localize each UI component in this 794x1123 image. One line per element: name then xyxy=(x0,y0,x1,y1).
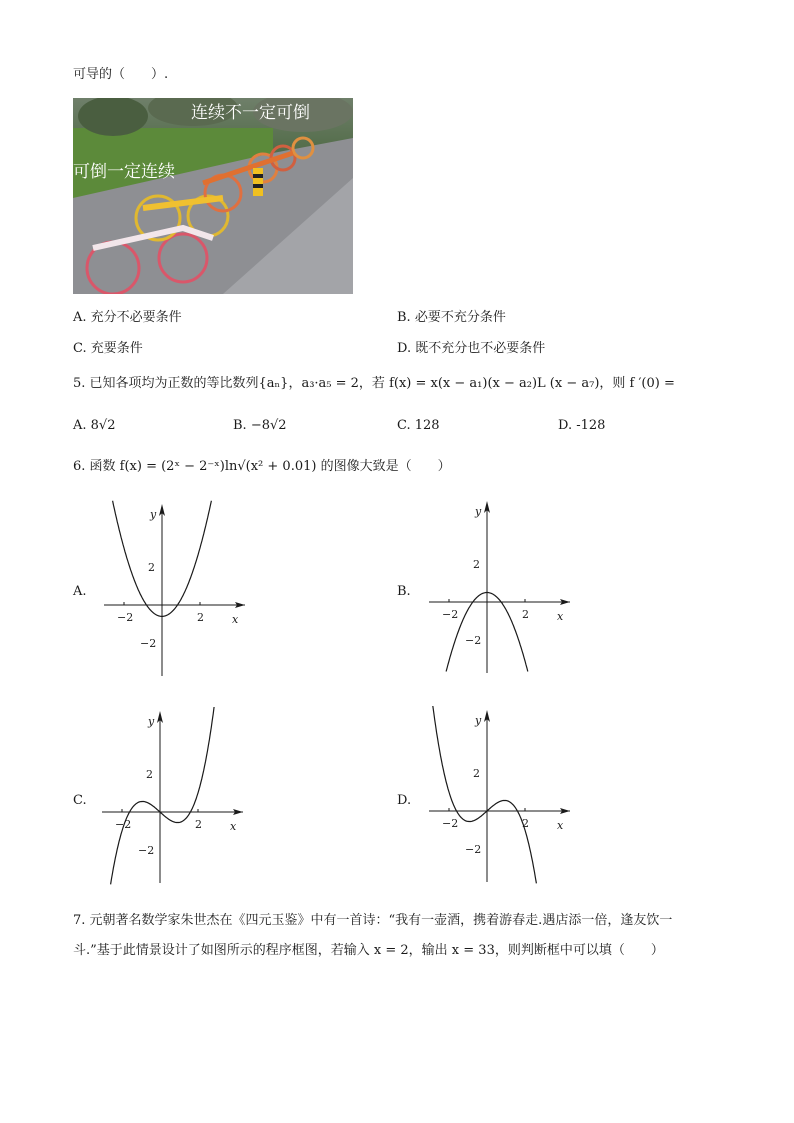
q5-option-a[interactable]: A. 8√2 xyxy=(73,418,116,433)
photo-caption-top: 连续不一定可倒 xyxy=(191,103,310,123)
q6-option-a-label[interactable]: A. xyxy=(73,584,87,599)
y-tick-label-neg2: −2 xyxy=(465,843,482,856)
y-tick-label-neg2: −2 xyxy=(140,637,157,650)
y-axis-label: y xyxy=(475,505,482,518)
y-tick-label-pos2: 2 xyxy=(473,767,480,780)
q5-option-d[interactable]: D. -128 xyxy=(558,418,606,433)
q6-graph-c[interactable] xyxy=(98,707,248,887)
q6-option-b-label[interactable]: B. xyxy=(397,584,411,599)
q5-option-c[interactable]: C. 128 xyxy=(397,418,440,433)
q4-option-d[interactable]: D. 既不充分也不必要条件 xyxy=(397,341,546,356)
function-curve xyxy=(111,707,215,884)
y-tick-label-neg2: −2 xyxy=(465,634,482,647)
y-tick-label-neg2: −2 xyxy=(138,844,155,857)
x-axis-label: x xyxy=(557,610,564,623)
q6-graph-d[interactable] xyxy=(425,706,575,886)
q4-tail-text: 可导的（ ）. xyxy=(73,67,169,82)
q5-option-b[interactable]: B. −8√2 xyxy=(233,418,287,433)
q6-graph-a[interactable] xyxy=(100,500,250,680)
q7-text-line1: 7. 元朝著名数学家朱世杰在《四元玉鉴》中有一首诗：“我有一壶酒，携着游春走.遇店添一倍，逢友饮一 xyxy=(73,913,673,928)
x-axis-label: x xyxy=(232,613,239,626)
q4-option-c[interactable]: C. 充要条件 xyxy=(73,341,143,356)
bicycle-meme-image xyxy=(73,98,353,294)
y-tick-label-pos2: 2 xyxy=(146,768,153,781)
x-axis-label: x xyxy=(230,820,237,833)
y-tick-label-pos2: 2 xyxy=(473,558,480,571)
y-axis-label: y xyxy=(148,715,155,728)
q4-option-a[interactable]: A. 充分不必要条件 xyxy=(73,310,182,325)
x-tick-label-neg2: −2 xyxy=(117,611,134,624)
x-tick-label-pos2: 2 xyxy=(522,608,529,621)
x-tick-label-neg2: −2 xyxy=(115,818,132,831)
q5-text: 5. 已知各项均为正数的等比数列{aₙ}，a₃·a₅ = 2，若 f(x) = x(x − a₁)(x − a₂)L (x − a₇)，则 f ′(0) = xyxy=(73,376,675,391)
q7-text-line2: 斗.”基于此情景设计了如图所示的程序框图，若输入 x = 2，输出 x = 33，则判断框中可以填（ ） xyxy=(73,943,664,958)
y-axis-label: y xyxy=(475,714,482,727)
y-tick-label-pos2: 2 xyxy=(148,561,155,574)
q6-option-d-label[interactable]: D. xyxy=(397,793,412,808)
x-tick-label-pos2: 2 xyxy=(522,817,529,830)
x-tick-label-pos2: 2 xyxy=(195,818,202,831)
function-curve xyxy=(433,706,537,883)
q4-option-b[interactable]: B. 必要不充分条件 xyxy=(397,310,506,325)
x-tick-label-pos2: 2 xyxy=(197,611,204,624)
x-axis-label: x xyxy=(557,819,564,832)
x-tick-label-neg2: −2 xyxy=(442,817,459,830)
q6-graph-b[interactable] xyxy=(425,497,575,677)
q6-option-c-label[interactable]: C. xyxy=(73,793,87,808)
q6-text: 6. 函数 f(x) = (2ˣ − 2⁻ˣ)ln√(x² + 0.01) 的图像大致是（ ） xyxy=(73,459,451,474)
photo-caption-left: 可倒一定连续 xyxy=(73,162,175,182)
y-axis-label: y xyxy=(150,508,157,521)
x-tick-label-neg2: −2 xyxy=(442,608,459,621)
